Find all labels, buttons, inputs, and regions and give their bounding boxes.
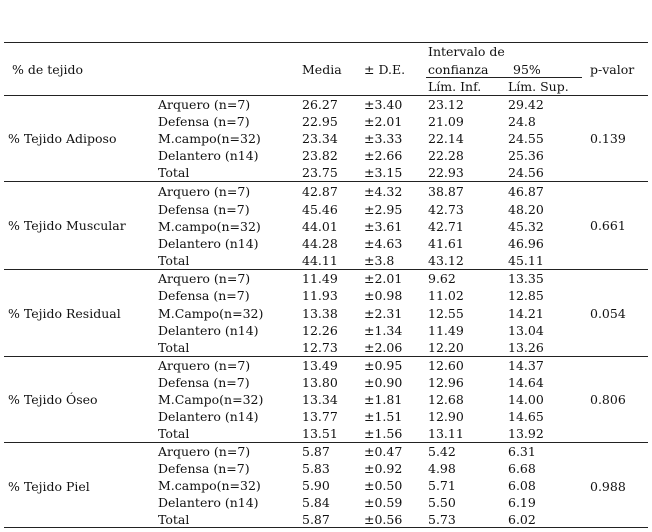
row-lower: 43.12	[428, 253, 464, 268]
header-bottom-rule	[4, 95, 648, 96]
row-upper: 14.21	[508, 306, 544, 321]
row-lower: 12.20	[428, 340, 464, 355]
row-sd: ±2.01	[364, 114, 403, 129]
row-sd: ±0.98	[364, 288, 403, 303]
row-lower: 41.61	[428, 236, 464, 251]
group-pvalue: 0.139	[590, 131, 626, 146]
row-sd: ±1.81	[364, 392, 403, 407]
row-lower: 38.87	[428, 184, 464, 199]
row-lower: 12.90	[428, 409, 464, 424]
row-sd: ±0.90	[364, 375, 403, 390]
row-sd: ±0.95	[364, 358, 403, 373]
row-sd: ±4.32	[364, 184, 403, 199]
header-pvalue: p-valor	[590, 62, 635, 77]
row-lower: 11.02	[428, 288, 464, 303]
row-upper: 48.20	[508, 202, 544, 217]
row-lower: 5.71	[428, 478, 456, 493]
row-position: Delantero (n14)	[158, 148, 259, 163]
row-lower: 22.14	[428, 131, 464, 146]
row-position: Total	[158, 512, 190, 527]
row-lower: 11.49	[428, 323, 464, 338]
group-divider	[4, 269, 648, 270]
row-sd: ±2.95	[364, 202, 403, 217]
row-mean: 5.83	[302, 461, 330, 476]
row-upper: 6.08	[508, 478, 536, 493]
row-upper: 46.87	[508, 184, 544, 199]
row-lower: 5.50	[428, 495, 456, 510]
table-bottom-rule	[4, 527, 648, 528]
row-sd: ±0.50	[364, 478, 403, 493]
row-position: Arquero (n=7)	[158, 97, 251, 112]
row-upper: 14.65	[508, 409, 544, 424]
row-mean: 13.34	[302, 392, 338, 407]
row-upper: 24.56	[508, 165, 544, 180]
row-mean: 13.38	[302, 306, 338, 321]
row-position: Delantero (n14)	[158, 409, 259, 424]
row-mean: 12.26	[302, 323, 338, 338]
row-mean: 23.34	[302, 131, 338, 146]
row-upper: 45.32	[508, 219, 544, 234]
row-sd: ±4.63	[364, 236, 403, 251]
row-upper: 14.37	[508, 358, 544, 373]
header-upper: Lím. Sup.	[508, 79, 569, 94]
row-mean: 22.95	[302, 114, 338, 129]
row-sd: ±2.31	[364, 306, 403, 321]
row-lower: 22.93	[428, 165, 464, 180]
row-position: Total	[158, 253, 190, 268]
row-mean: 11.93	[302, 288, 338, 303]
row-mean: 23.75	[302, 165, 338, 180]
row-sd: ±1.51	[364, 409, 403, 424]
row-upper: 6.31	[508, 444, 536, 459]
row-mean: 13.49	[302, 358, 338, 373]
row-lower: 12.68	[428, 392, 464, 407]
row-sd: ±0.92	[364, 461, 403, 476]
row-mean: 5.87	[302, 444, 330, 459]
ci-underline	[426, 77, 582, 78]
row-position: Defensa (n=7)	[158, 114, 250, 129]
row-mean: 42.87	[302, 184, 338, 199]
header-mean: Media	[302, 62, 342, 77]
row-upper: 12.85	[508, 288, 544, 303]
row-position: Total	[158, 340, 190, 355]
header-tissue: % de tejido	[12, 62, 84, 77]
row-upper: 13.26	[508, 340, 544, 355]
header-ci-line2b: 95%	[513, 62, 541, 77]
group-label: % Tejido Óseo	[8, 392, 98, 407]
row-lower: 42.71	[428, 219, 464, 234]
row-position: Delantero (n14)	[158, 236, 259, 251]
row-upper: 13.92	[508, 426, 544, 441]
row-lower: 9.62	[428, 271, 456, 286]
row-sd: ±3.33	[364, 131, 403, 146]
row-position: M.campo(n=32)	[158, 219, 261, 234]
group-label: % Tejido Muscular	[8, 218, 126, 233]
row-position: Total	[158, 165, 190, 180]
row-sd: ±0.59	[364, 495, 403, 510]
row-position: Arquero (n=7)	[158, 358, 251, 373]
row-lower: 4.98	[428, 461, 456, 476]
row-mean: 13.51	[302, 426, 338, 441]
row-position: Total	[158, 426, 190, 441]
row-mean: 44.01	[302, 219, 338, 234]
row-lower: 12.60	[428, 358, 464, 373]
row-lower: 12.55	[428, 306, 464, 321]
row-mean: 45.46	[302, 202, 338, 217]
row-lower: 12.96	[428, 375, 464, 390]
group-pvalue: 0.054	[590, 306, 626, 321]
row-mean: 44.11	[302, 253, 338, 268]
row-mean: 5.87	[302, 512, 330, 527]
row-sd: ±3.8	[364, 253, 395, 268]
row-sd: ±1.56	[364, 426, 403, 441]
header-ci-line2a: confianza	[428, 62, 489, 77]
row-position: Defensa (n=7)	[158, 288, 250, 303]
row-lower: 13.11	[428, 426, 464, 441]
group-label: % Tejido Residual	[8, 306, 121, 321]
group-pvalue: 0.988	[590, 479, 626, 494]
row-position: Delantero (n14)	[158, 495, 259, 510]
row-lower: 21.09	[428, 114, 464, 129]
row-position: Defensa (n=7)	[158, 461, 250, 476]
row-upper: 14.00	[508, 392, 544, 407]
group-pvalue: 0.806	[590, 392, 626, 407]
row-upper: 6.19	[508, 495, 536, 510]
group-label: % Tejido Adiposo	[8, 131, 117, 146]
row-mean: 26.27	[302, 97, 338, 112]
row-upper: 13.35	[508, 271, 544, 286]
row-position: Delantero (n14)	[158, 323, 259, 338]
row-upper: 46.96	[508, 236, 544, 251]
row-position: M.Campo(n=32)	[158, 306, 264, 321]
row-upper: 6.68	[508, 461, 536, 476]
row-upper: 13.04	[508, 323, 544, 338]
group-divider	[4, 356, 648, 357]
table-top-rule	[4, 42, 648, 43]
row-mean: 5.90	[302, 478, 330, 493]
row-sd: ±2.66	[364, 148, 403, 163]
row-upper: 29.42	[508, 97, 544, 112]
row-mean: 13.80	[302, 375, 338, 390]
row-position: Arquero (n=7)	[158, 271, 251, 286]
row-sd: ±0.47	[364, 444, 403, 459]
row-position: Defensa (n=7)	[158, 202, 250, 217]
row-position: Arquero (n=7)	[158, 184, 251, 199]
header-ci-line1: Intervalo de	[428, 44, 505, 59]
row-position: Arquero (n=7)	[158, 444, 251, 459]
row-sd: ±3.61	[364, 219, 403, 234]
row-mean: 13.77	[302, 409, 338, 424]
row-sd: ±2.06	[364, 340, 403, 355]
row-lower: 5.42	[428, 444, 456, 459]
row-upper: 14.64	[508, 375, 544, 390]
row-upper: 6.02	[508, 512, 536, 527]
row-lower: 42.73	[428, 202, 464, 217]
row-mean: 44.28	[302, 236, 338, 251]
group-pvalue: 0.661	[590, 218, 626, 233]
row-position: Defensa (n=7)	[158, 375, 250, 390]
header-sd: ± D.E.	[364, 62, 406, 77]
row-sd: ±3.15	[364, 165, 403, 180]
row-lower: 23.12	[428, 97, 464, 112]
row-position: M.campo(n=32)	[158, 131, 261, 146]
row-mean: 12.73	[302, 340, 338, 355]
row-sd: ±3.40	[364, 97, 403, 112]
row-lower: 22.28	[428, 148, 464, 163]
row-upper: 25.36	[508, 148, 544, 163]
row-upper: 24.8	[508, 114, 536, 129]
row-mean: 23.82	[302, 148, 338, 163]
row-position: M.campo(n=32)	[158, 478, 261, 493]
row-upper: 45.11	[508, 253, 544, 268]
row-sd: ±0.56	[364, 512, 403, 527]
header-lower: Lím. Inf.	[428, 79, 482, 94]
row-sd: ±1.34	[364, 323, 403, 338]
row-lower: 5.73	[428, 512, 456, 527]
row-upper: 24.55	[508, 131, 544, 146]
group-divider	[4, 181, 648, 182]
row-position: M.Campo(n=32)	[158, 392, 264, 407]
row-mean: 11.49	[302, 271, 338, 286]
row-mean: 5.84	[302, 495, 330, 510]
group-label: % Tejido Piel	[8, 479, 90, 494]
row-sd: ±2.01	[364, 271, 403, 286]
group-divider	[4, 442, 648, 443]
